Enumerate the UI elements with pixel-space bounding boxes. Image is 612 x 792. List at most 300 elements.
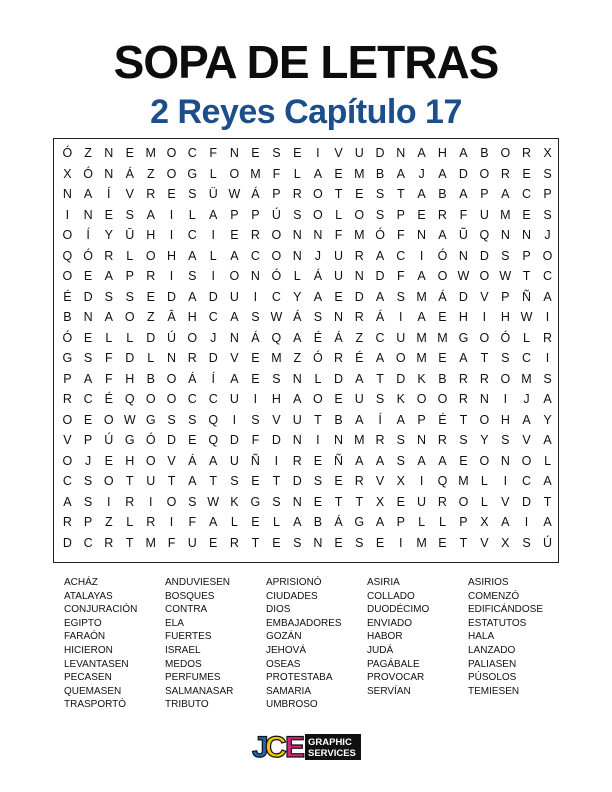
word-list-item: ENVIADO <box>367 617 413 629</box>
grid-letter: G <box>250 494 261 509</box>
grid-letter: C <box>83 392 93 407</box>
grid-letter: R <box>187 351 197 366</box>
grid-letter: B <box>63 310 72 325</box>
grid-letter: A <box>209 515 218 530</box>
grid-letter: E <box>83 412 93 427</box>
grid-letter: S <box>104 289 113 304</box>
grid-letter: T <box>125 474 134 489</box>
grid-letter: V <box>480 289 489 304</box>
word-list-row <box>64 645 569 659</box>
grid-letter: A <box>438 166 447 181</box>
grid-letter: P <box>480 187 489 202</box>
grid-letter: A <box>313 289 323 304</box>
grid-letter: J <box>84 453 92 468</box>
grid-letter: I <box>169 228 174 243</box>
grid-letter: J <box>544 228 551 243</box>
grid-letter: A <box>230 310 239 325</box>
word-list-item: SERVÍAN <box>367 685 411 697</box>
grid-letter: E <box>313 453 323 468</box>
grid-letter: S <box>167 412 176 427</box>
grid-letter: G <box>62 351 73 366</box>
grid-letter: A <box>417 453 426 468</box>
grid-letter: N <box>62 187 72 202</box>
grid-letter: A <box>543 289 552 304</box>
grid-letter: E <box>125 146 134 161</box>
word-list-item: PROTESTABA <box>266 672 333 684</box>
word-list-item: UMBROSO <box>266 699 318 711</box>
grid-letter: X <box>63 166 72 181</box>
grid-letter: M <box>416 351 427 366</box>
word-list-item <box>468 699 569 713</box>
grid-letter: Q <box>62 248 73 263</box>
grid-letter: A <box>230 371 239 386</box>
grid-letter: O <box>437 392 448 407</box>
word-list-item: ASIRIA <box>367 577 400 588</box>
grid-letter: O <box>521 453 532 468</box>
grid-letter: I <box>169 269 174 284</box>
grid-letter: L <box>230 515 238 530</box>
grid-letter: I <box>524 515 529 530</box>
grid-letter: T <box>459 535 468 550</box>
grid-letter: J <box>314 248 322 263</box>
grid-letter: O <box>166 392 177 407</box>
grid-letter: D <box>146 330 156 345</box>
word-list-item: PROVOCAR <box>367 672 425 684</box>
grid-letter: H <box>146 228 156 243</box>
grid-letter: P <box>251 207 260 222</box>
grid-letter: N <box>417 228 427 243</box>
grid-letter: M <box>250 166 261 181</box>
grid-letter: O <box>354 207 365 222</box>
grid-letter: V <box>272 412 281 427</box>
grid-letter: A <box>83 371 93 386</box>
grid-letter: S <box>501 433 510 448</box>
grid-letter: Ó <box>83 166 93 181</box>
grid-letter: M <box>500 207 511 222</box>
grid-letter: S <box>293 207 302 222</box>
word-list-item: PERFUMES <box>165 672 221 684</box>
grid-letter: E <box>438 310 447 325</box>
grid-letter: E <box>438 535 447 550</box>
grid-letter: A <box>543 474 552 489</box>
grid-letter: É <box>313 330 323 345</box>
grid-letter: S <box>501 351 510 366</box>
word-list-row <box>64 699 569 713</box>
grid-letter: I <box>419 248 424 263</box>
grid-letter: I <box>316 146 320 161</box>
grid-letter: Ó <box>145 433 156 448</box>
grid-letter: R <box>229 535 239 550</box>
logo-text-graphic: GRAPHIC <box>308 737 352 748</box>
grid-letter: U <box>229 453 239 468</box>
word-list-row <box>64 577 569 591</box>
grid-letter: L <box>126 330 134 345</box>
grid-letter: S <box>375 207 385 222</box>
grid-letter: B <box>438 187 447 202</box>
word-list-item: PECASEN <box>64 672 112 684</box>
grid-letter: A <box>417 310 426 325</box>
grid-letter: L <box>293 166 301 181</box>
grid-letter: N <box>500 453 510 468</box>
grid-letter: O <box>166 146 177 161</box>
grid-letter: Á <box>334 515 343 530</box>
page-title: SOPA DE LETRAS <box>113 36 499 88</box>
logo-letter-e: E <box>285 731 306 764</box>
grid-letter: A <box>355 412 364 427</box>
grid-letter: Á <box>313 269 323 284</box>
grid-letter: M <box>271 351 282 366</box>
grid-letter: Í <box>86 228 90 243</box>
grid-letter: R <box>543 330 553 345</box>
grid-letter: K <box>417 371 426 386</box>
grid-letter: A <box>459 187 468 202</box>
grid-letter: I <box>169 207 174 222</box>
grid-letter: I <box>253 289 258 304</box>
grid-letter: T <box>125 535 134 550</box>
grid-letter: N <box>83 310 93 325</box>
grid-letter: N <box>521 228 532 243</box>
grid-letter: L <box>209 248 217 263</box>
grid-letter: J <box>523 392 530 407</box>
grid-letter: P <box>522 248 531 263</box>
grid-letter: V <box>375 474 385 489</box>
grid-letter: L <box>293 269 301 284</box>
grid-letter: A <box>417 146 426 161</box>
grid-letter: S <box>188 412 197 427</box>
grid-row <box>57 328 558 349</box>
grid-letter: S <box>543 207 552 222</box>
grid-letter: W <box>520 310 533 325</box>
grid-letter: C <box>187 146 197 161</box>
grid-letter: W <box>228 187 241 202</box>
word-list-item: PÚSOLOS <box>468 672 517 684</box>
grid-letter: T <box>543 494 552 509</box>
grid-letter: R <box>146 269 156 284</box>
grid-letter: Ó <box>500 330 511 345</box>
grid-letter: O <box>542 248 553 263</box>
grid-letter: D <box>458 166 468 181</box>
word-list-item: ACHÁZ <box>64 577 98 588</box>
grid-letter: D <box>271 433 281 448</box>
grid-letter: É <box>438 412 447 427</box>
grid-letter: F <box>209 146 218 161</box>
grid-letter: M <box>145 146 156 161</box>
grid-letter: G <box>458 330 469 345</box>
grid-letter: Q <box>124 392 135 407</box>
grid-letter: P <box>501 289 510 304</box>
grid-letter: P <box>63 371 72 386</box>
word-list-item: SALMANASAR <box>165 685 234 697</box>
page-subtitle: 2 Reyes Capítulo 17 <box>150 93 462 131</box>
grid-letter: V <box>125 187 134 202</box>
grid-letter: A <box>104 310 113 325</box>
grid-letter: S <box>396 289 405 304</box>
grid-letter: R <box>479 371 489 386</box>
grid-letter: N <box>479 392 489 407</box>
grid-letter: D <box>334 371 344 386</box>
word-list-item: SAMARIA <box>266 685 312 697</box>
grid-letter: M <box>354 433 365 448</box>
grid-letter: Ñ <box>521 289 532 304</box>
grid-letter: H <box>125 371 135 386</box>
word-list-item: ESTATUTOS <box>468 617 527 629</box>
grid-letter: R <box>458 371 468 386</box>
grid-letter: I <box>149 494 153 509</box>
grid-letter: C <box>375 330 385 345</box>
grid-row <box>57 164 558 185</box>
grid-letter: T <box>376 371 384 386</box>
grid-letter: D <box>458 289 468 304</box>
grid-letter: D <box>375 269 385 284</box>
word-list-item: MEDOS <box>165 658 202 670</box>
grid-letter: F <box>459 207 468 222</box>
grid-letter: A <box>417 187 426 202</box>
grid-letter: E <box>522 207 531 222</box>
grid-letter: T <box>167 474 176 489</box>
grid-letter: O <box>62 269 73 284</box>
grid-letter: G <box>354 515 365 530</box>
grid-letter: S <box>83 474 93 489</box>
grid-letter: N <box>396 146 406 161</box>
grid-letter: C <box>521 474 532 489</box>
grid-letter: O <box>416 392 427 407</box>
grid-letter: C <box>83 535 93 550</box>
grid-letter: N <box>417 433 427 448</box>
grid-letter: J <box>210 330 217 345</box>
grid-letter: A <box>417 269 426 284</box>
word-list-item: CONJURACIÓN <box>64 604 138 616</box>
grid-letter: W <box>457 269 470 284</box>
grid-letter: Á <box>334 330 343 345</box>
grid-row <box>57 143 558 164</box>
grid-letter: E <box>459 453 468 468</box>
word-list-item: PAGÁBALE <box>367 658 420 670</box>
grid-letter: R <box>521 146 532 161</box>
grid-letter: A <box>438 453 447 468</box>
grid-letter: F <box>396 228 405 243</box>
grid-letter: A <box>522 412 531 427</box>
grid-letter: A <box>543 515 552 530</box>
grid-letter: M <box>458 474 469 489</box>
grid-letter: R <box>104 535 114 550</box>
grid-letter: U <box>334 248 344 263</box>
grid-letter: N <box>334 433 344 448</box>
grid-letter: W <box>270 310 283 325</box>
grid-letter: S <box>272 494 281 509</box>
grid-letter: Q <box>208 433 219 448</box>
grid-letter: Q <box>271 330 282 345</box>
grid-letter: S <box>501 248 510 263</box>
grid-letter: Q <box>479 228 490 243</box>
grid-letter: D <box>396 371 406 386</box>
grid-letter: Y <box>104 228 113 243</box>
word-list-row <box>64 631 569 645</box>
grid-letter: B <box>313 515 323 530</box>
grid-letter: H <box>271 392 281 407</box>
grid-letter: F <box>104 371 113 386</box>
grid-letter: E <box>251 351 260 366</box>
grid-letter: R <box>375 433 385 448</box>
grid-letter: R <box>354 474 364 489</box>
grid-letter: A <box>375 289 385 304</box>
grid-letter: Á <box>188 371 197 386</box>
grid-letter: U <box>187 535 197 550</box>
grid-letter: E <box>209 535 218 550</box>
grid-letter: O <box>313 207 323 222</box>
grid-letter: A <box>146 207 155 222</box>
grid-letter: N <box>313 535 323 550</box>
grid-letter: S <box>522 535 531 550</box>
publisher-logo <box>250 728 362 764</box>
grid-letter: O <box>124 310 135 325</box>
grid-letter: D <box>208 289 218 304</box>
grid-row <box>57 512 558 533</box>
word-list-item: HICIERON <box>64 644 113 656</box>
grid-letter: E <box>396 494 405 509</box>
grid-letter: Ú <box>167 330 177 345</box>
grid-letter: N <box>292 371 302 386</box>
grid-letter: Y <box>543 412 552 427</box>
word-list-item: LEVANTASEN <box>64 658 129 670</box>
grid-letter: E <box>272 535 281 550</box>
grid-letter: L <box>126 515 134 530</box>
grid-letter: D <box>521 494 532 509</box>
grid-letter: S <box>188 494 197 509</box>
grid-letter: S <box>355 535 364 550</box>
grid-letter: E <box>334 535 343 550</box>
word-list-item: PALIASEN <box>468 658 517 670</box>
grid-letter: X <box>480 515 489 530</box>
grid-letter: L <box>188 207 196 222</box>
grid-letter: Ú <box>104 433 114 448</box>
grid-letter: O <box>395 351 406 366</box>
grid-letter: C <box>250 248 260 263</box>
grid-letter: I <box>232 412 237 427</box>
grid-letter: N <box>292 494 302 509</box>
grid-letter: C <box>62 474 72 489</box>
grid-letter: D <box>167 433 177 448</box>
grid-letter: N <box>250 269 260 284</box>
grid-row <box>57 246 558 267</box>
grid-letter: Ó <box>62 146 73 161</box>
grid-letter: U <box>479 207 489 222</box>
word-list-item: HABOR <box>367 631 403 643</box>
word-list-item: FUERTES <box>165 631 212 643</box>
grid-letter: L <box>523 330 530 345</box>
grid-letter: G <box>145 412 156 427</box>
grid-letter: S <box>543 166 552 181</box>
grid-letter: F <box>251 433 260 448</box>
grid-letter: P <box>417 412 426 427</box>
grid-letter: U <box>292 412 302 427</box>
word-list <box>64 577 584 713</box>
grid-letter: M <box>416 330 427 345</box>
grid-letter: O <box>103 412 114 427</box>
grid-letter: T <box>459 412 468 427</box>
grid-letter: Ñ <box>250 453 260 468</box>
grid-letter: L <box>105 330 113 345</box>
grid-letter: O <box>479 330 490 345</box>
grid-letter: C <box>396 248 406 263</box>
grid-letter: U <box>229 392 239 407</box>
grid-letter: F <box>188 515 197 530</box>
grid-letter: S <box>125 207 134 222</box>
grid-letter: T <box>334 187 343 202</box>
grid-letter: I <box>399 310 403 325</box>
grid-letter: P <box>125 269 134 284</box>
grid-letter: F <box>104 351 113 366</box>
grid-letter: Z <box>84 146 92 161</box>
grid-letter: R <box>250 228 260 243</box>
grid-letter: O <box>166 371 177 386</box>
grid-row <box>57 184 558 205</box>
grid-row <box>57 451 558 472</box>
grid-letter: R <box>146 515 156 530</box>
grid-letter: E <box>293 146 302 161</box>
grid-letter: L <box>418 515 426 530</box>
word-list-item: LANZADO <box>468 644 516 656</box>
grid-letter: H <box>187 310 197 325</box>
grid-letter: N <box>292 248 302 263</box>
grid-letter: R <box>125 494 135 509</box>
word-list-row <box>64 672 569 686</box>
grid-letter: D <box>292 474 302 489</box>
grid-letter: S <box>251 412 260 427</box>
word-list-item: TRIBUTO <box>165 699 209 711</box>
grid-letter: A <box>313 166 323 181</box>
grid-letter: T <box>355 494 364 509</box>
grid-letter: Ú <box>271 207 281 222</box>
word-list-item: ANDUVIESEN <box>165 577 231 588</box>
grid-letter: M <box>416 535 427 550</box>
grid-letter: O <box>166 494 177 509</box>
grid-letter: A <box>209 453 218 468</box>
logo-letter-c: C <box>265 731 287 764</box>
grid-letter: E <box>251 515 260 530</box>
grid-letter: S <box>293 535 302 550</box>
grid-row <box>57 266 558 287</box>
grid-letter: T <box>251 535 260 550</box>
grid-letter: H <box>437 146 447 161</box>
grid-letter: M <box>416 289 427 304</box>
grid-letter: S <box>396 433 405 448</box>
logo-letter-j: J <box>252 731 269 764</box>
grid-letter: E <box>375 535 385 550</box>
grid-letter: R <box>292 187 302 202</box>
word-list-item: COLLADO <box>367 590 415 602</box>
grid-letter: O <box>145 392 156 407</box>
grid-letter: N <box>500 228 510 243</box>
grid-letter: L <box>126 248 134 263</box>
grid-letter: S <box>375 187 385 202</box>
word-list-item: BOSQUES <box>165 590 215 602</box>
grid-letter: A <box>293 330 302 345</box>
grid-letter: O <box>271 248 282 263</box>
grid-letter: Á <box>293 310 302 325</box>
word-list-row <box>64 659 569 673</box>
grid-letter: N <box>292 228 302 243</box>
grid-letter: O <box>500 371 511 386</box>
grid-letter: T <box>396 187 405 202</box>
grid-letter: B <box>334 412 343 427</box>
grid-letter: H <box>458 310 468 325</box>
grid-letter: A <box>375 515 385 530</box>
grid-letter: F <box>167 535 176 550</box>
grid-letter: C <box>543 269 553 284</box>
grid-letter: E <box>334 289 343 304</box>
grid-letter: L <box>272 515 280 530</box>
grid-letter: H <box>500 310 510 325</box>
